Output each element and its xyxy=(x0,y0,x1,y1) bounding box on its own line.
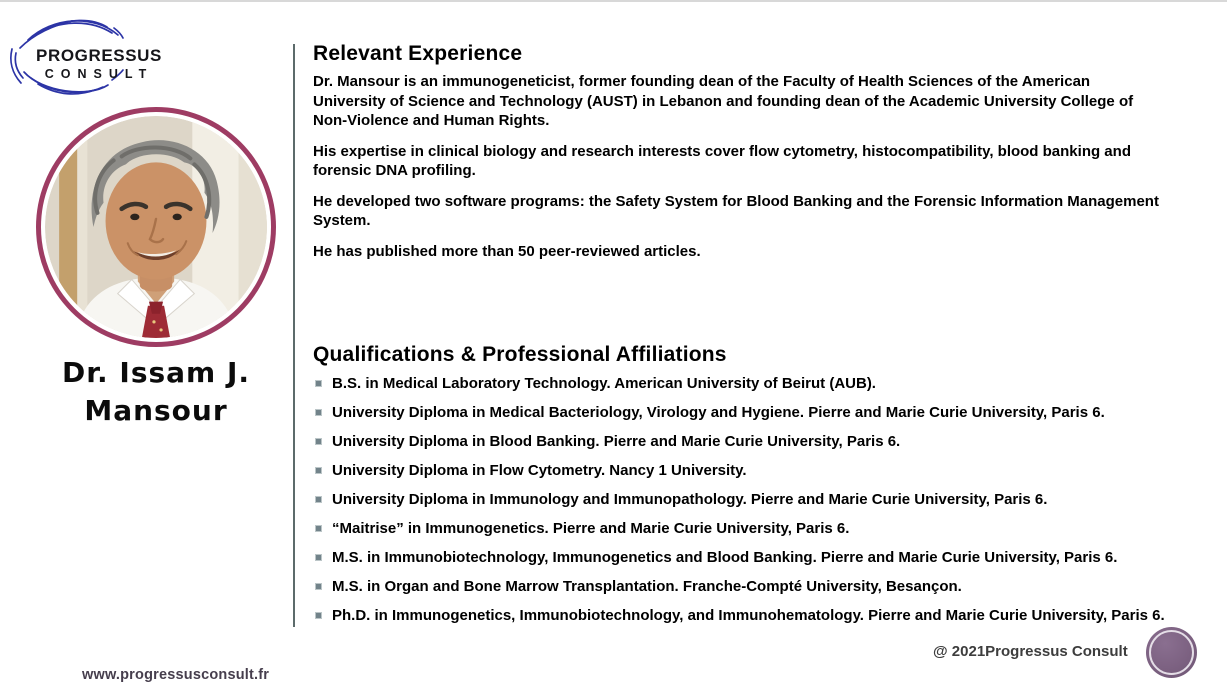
experience-title: Relevant Experience xyxy=(313,42,523,65)
qualification-text: University Diploma in Blood Banking. Pierre and Marie Curie University, Paris 6. xyxy=(332,433,901,450)
copyright-text: @ 2021Progressus Consult xyxy=(933,643,1128,660)
experience-paragraph: He developed two software programs: the Safety System for Blood Banking and the Forensic Information Management System. xyxy=(313,192,1159,229)
experience-paragraph: He has published more than 50 peer-reviewed articles. xyxy=(313,242,701,260)
vertical-divider xyxy=(293,44,295,627)
stamp-icon xyxy=(1146,627,1197,678)
bullet-square-icon xyxy=(315,554,322,561)
logo-line1: PROGRESSUS xyxy=(36,46,162,65)
qualifications-title: Qualifications & Professional Affiliations xyxy=(313,343,727,366)
bullet-square-icon xyxy=(315,467,322,474)
qualifications-list xyxy=(313,374,1169,626)
qualification-item xyxy=(313,461,1169,481)
portrait-illustration-icon xyxy=(45,116,267,338)
qualification-text: University Diploma in Immunology and Immunopathology. Pierre and Marie Curie University, Paris 6. xyxy=(332,491,1048,508)
qualification-text: Ph.D. in Immunogenetics, Immunobiotechnology, and Immunohematology. Pierre and Marie Curie University, Paris 6. xyxy=(332,607,1165,624)
qualification-text: University Diploma in Flow Cytometry. Nancy 1 University. xyxy=(332,462,747,479)
qualification-item xyxy=(313,490,1169,510)
progressus-logo xyxy=(6,8,166,106)
stamp-ring xyxy=(1149,630,1194,675)
person-name xyxy=(22,354,290,430)
bullet-square-icon xyxy=(315,380,322,387)
person-name-line2: Mansour xyxy=(84,394,228,427)
portrait-photo xyxy=(36,107,276,347)
qualification-text: M.S. in Organ and Bone Marrow Transplantation. Franche-Compté University, Besançon. xyxy=(332,578,962,595)
person-name-line1: Dr. Issam J. xyxy=(61,356,251,389)
qualification-text: M.S. in Immunobiotechnology, Immunogenetics and Blood Banking. Pierre and Marie Curie University, Paris 6. xyxy=(332,549,1118,566)
qualification-item xyxy=(313,519,1169,539)
qualification-text: B.S. in Medical Laboratory Technology. American University of Beirut (AUB). xyxy=(332,375,876,392)
bullet-square-icon xyxy=(315,583,322,590)
qualification-item xyxy=(313,403,1169,423)
experience-section xyxy=(313,42,1161,272)
bullet-square-icon xyxy=(315,612,322,619)
qualification-text: University Diploma in Medical Bacteriology, Virology and Hygiene. Pierre and Marie Curie University, Paris 6. xyxy=(332,404,1105,421)
bullet-square-icon xyxy=(315,496,322,503)
qualification-item xyxy=(313,606,1169,626)
bullet-square-icon xyxy=(315,525,322,532)
bullet-square-icon xyxy=(315,409,322,416)
qualification-item xyxy=(313,548,1169,568)
experience-paragraph: Dr. Mansour is an immunogeneticist, former founding dean of the Faculty of Health Sciences of the American University of Science and Technology (AUST) in Lebanon and founding dean of the Academic University College of Non-Violence and Human Rights. xyxy=(313,73,1134,129)
qualification-item xyxy=(313,374,1169,394)
qualification-text: “Maitrise” in Immunogenetics. Pierre and Marie Curie University, Paris 6. xyxy=(332,520,850,537)
logo-text xyxy=(36,46,162,81)
qualifications-section xyxy=(313,343,1169,635)
experience-paragraph: His expertise in clinical biology and research interests cover flow cytometry, histocompatibility, blood banking and forensic DNA profiling. xyxy=(313,142,1131,179)
qualification-item xyxy=(313,577,1169,597)
website-link[interactable]: www.progressusconsult.fr xyxy=(82,667,270,683)
bullet-square-icon xyxy=(315,438,322,445)
logo-line2: CONSULT xyxy=(44,67,154,81)
qualification-item xyxy=(313,432,1169,452)
